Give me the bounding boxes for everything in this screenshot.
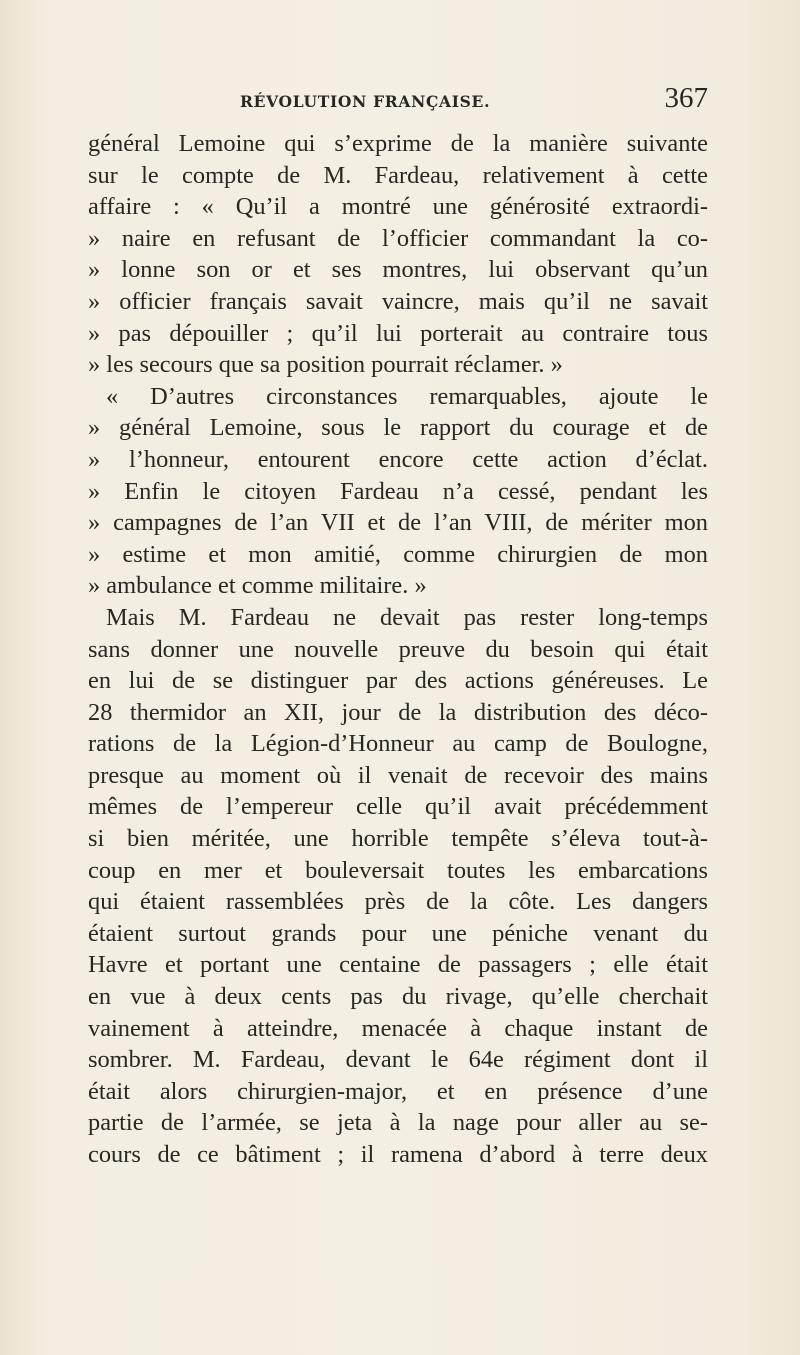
text-line: » officier français savait vaincre, mais qu’il ne savait [88, 287, 708, 315]
text-line: si bien méritée, une horrible tempête s’éleva tout-à- [88, 825, 708, 853]
text-line: sombrer. M. Fardeau, devant le 64e régiment dont il [88, 1046, 708, 1074]
text-line: étaient surtout grands pour une péniche venant du [88, 919, 708, 947]
text-line: » ambulance et comme militaire. » [88, 572, 427, 600]
text-line: cours de ce bâtiment ; il ramena d’abord à terre deux [88, 1141, 708, 1168]
text-line: » Enfin le citoyen Fardeau n’a cessé, pendant les [88, 477, 708, 505]
text-line: » naire en refusant de l’officier commandant la co- [88, 224, 708, 252]
text-line: » l’honneur, entourent encore cette action d’éclat. [88, 445, 708, 473]
text-line: » général Lemoine, sous le rapport du courage et de [88, 414, 708, 442]
text-line: partie de l’armée, se jeta à la nage pour aller au se- [88, 1109, 708, 1137]
running-head: RÉVOLUTION FRANÇAISE. [240, 92, 491, 111]
text-line: vainement à atteindre, menacée à chaque instant de [88, 1014, 708, 1042]
text-line: rations de la Légion-d’Honneur au camp de Boulogne, [88, 730, 708, 758]
text-line: coup en mer et bouleversait toutes les embarcations [88, 856, 708, 884]
text-line: Mais M. Fardeau ne devait pas rester long-temps [106, 603, 708, 631]
text-line: sans donner une nouvelle preuve du besoin qui était [88, 635, 708, 663]
text-line: » campagnes de l’an VII et de l’an VIII, de mériter mon [88, 509, 708, 537]
text-line: » pas dépouiller ; qu’il lui porterait au contraire tous [88, 319, 708, 347]
text-line: général Lemoine qui s’exprime de la manière suivante [88, 130, 708, 157]
text-line: en vue à deux cents pas du rivage, qu’elle cherchait [88, 983, 708, 1011]
body-text [88, 128, 708, 1171]
text-line: en lui de se distinguer par des actions généreuses. Le [88, 667, 708, 695]
text-line: presque au moment où il venait de recevoir des mains [88, 761, 708, 789]
text-line: Havre et portant une centaine de passagers ; elle était [88, 951, 708, 979]
text-line: » les secours que sa position pourrait réclamer. » [88, 351, 563, 379]
text-line: « D’autres circonstances remarquables, ajoute le [106, 382, 708, 410]
text-line: » estime et mon amitié, comme chirurgien de mon [88, 540, 708, 568]
text-line: affaire : « Qu’il a montré une générosité extraordi- [88, 193, 708, 221]
page-number: 367 [664, 82, 708, 114]
text-line: était alors chirurgien-major, et en présence d’une [88, 1077, 708, 1105]
text-line: mêmes de l’empereur celle qu’il avait précédemment [88, 793, 708, 821]
text-line: qui étaient rassemblées près de la côte. Les dangers [88, 888, 708, 916]
text-line: 28 thermidor an XII, jour de la distribution des déco- [88, 698, 708, 726]
text-line: sur le compte de M. Fardeau, relativement à cette [88, 161, 708, 189]
text-line: » lonne son or et ses montres, lui observant qu’un [88, 256, 708, 284]
page-header [88, 82, 708, 124]
